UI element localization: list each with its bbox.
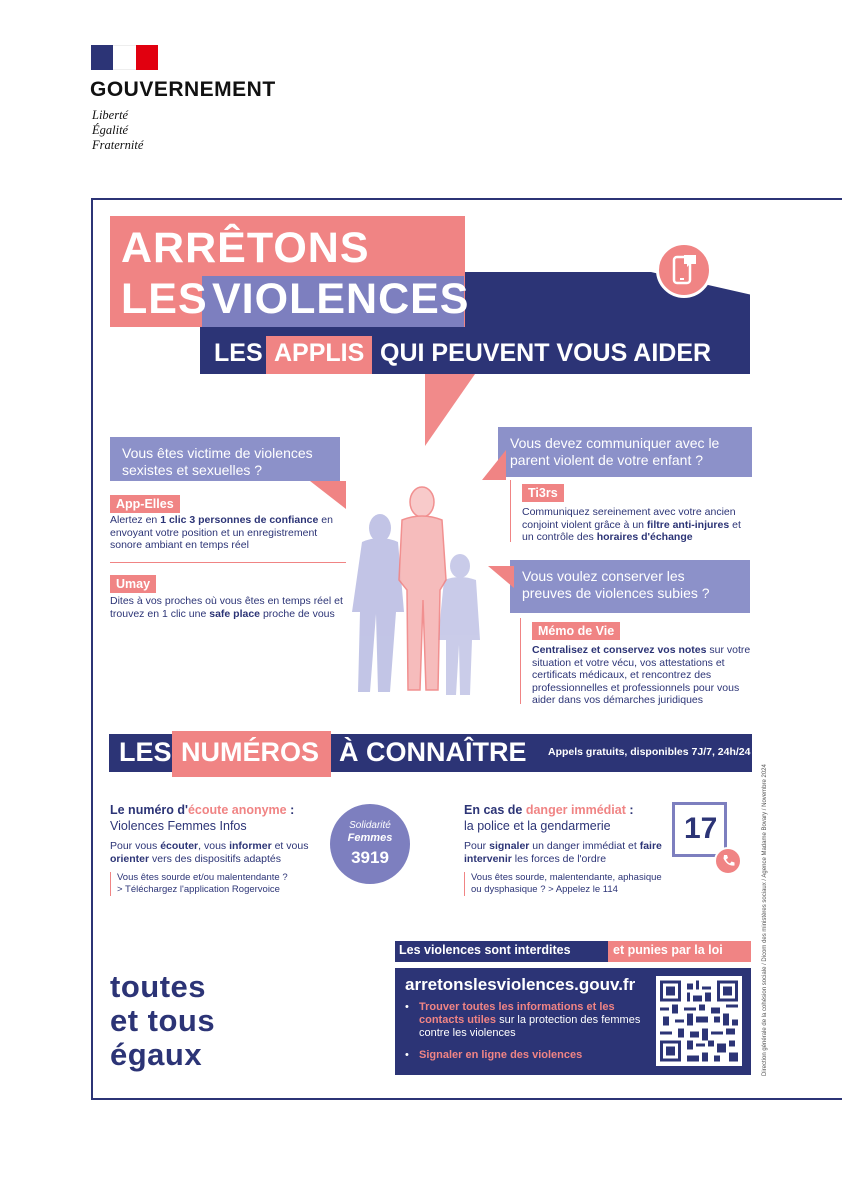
motto-egalite: Égalité	[92, 123, 129, 137]
app-name-app-elles: App-Elles	[110, 495, 180, 513]
numbers-title-numeros: NUMÉROS	[181, 737, 320, 767]
question-parent: Vous devez communiquer avec le parent violent de votre enfant ?	[498, 427, 752, 477]
motto-liberte: Liberté	[92, 108, 129, 122]
umay-description: Dites à vos proches où vous êtes en temps réel et trouvez en 1 clic une safe place proche de vous	[110, 595, 343, 620]
number-17-box: 17	[672, 802, 727, 857]
website-bullet-1: • Trouver toutes les informations et les contacts utiles sur la protection des femmes contre les violences	[405, 1001, 641, 1039]
people-silhouettes-illustration	[340, 480, 510, 695]
gov-title: GOUVERNEMENT	[90, 78, 276, 101]
hero-title-les: LES	[121, 275, 208, 323]
phone-chat-icon	[656, 242, 712, 298]
marianne-logo-flag	[91, 45, 158, 70]
subtitle-applis: APPLIS	[274, 339, 365, 367]
law-banner-text-b: et punies par la loi	[613, 943, 723, 957]
divider	[464, 872, 465, 896]
frame-border-left	[91, 198, 93, 1100]
frame-border-top	[91, 198, 842, 200]
speech-tail-pink	[425, 374, 475, 446]
divider	[510, 480, 511, 542]
hero-title-line1: ARRÊTONS	[121, 224, 370, 272]
emergency-accessibility: Vous êtes sourde, malentendante, aphasique ou dysphasique ? > Appelez le 114	[471, 872, 662, 895]
emergency-heading: En cas de danger immédiat : la police et la gendarmerie	[464, 803, 634, 833]
divider	[110, 872, 111, 896]
ti3rs-description: Communiquez sereinement avec votre ancien conjoint violent grâce à un filtre anti-injures et un contrôle des horaires d'échange	[522, 506, 741, 543]
law-banner-text-a: Les violences sont interdites	[399, 943, 571, 957]
logo-word-1: toutes	[110, 969, 206, 1004]
memo-de-vie-description: Centralisez et conservez vos notes sur votre situation et votre vécu, vos attestations et certificats médicaux, et rencontrez des professionnelles et professionnels pour vous aider dans vos démarches juridiques	[532, 644, 751, 706]
divider	[110, 562, 346, 563]
frame-border-bottom	[91, 1098, 842, 1100]
solidarite-femmes-3919-badge: Solidarité Femmes 3919	[330, 804, 410, 884]
subtitle-rest: QUI PEUVENT VOUS AIDER	[380, 339, 712, 367]
divider	[520, 618, 521, 704]
motto-fraternite: Fraternité	[92, 138, 144, 152]
app-name-memo-de-vie: Mémo de Vie	[532, 622, 620, 640]
numbers-title-les: LES	[119, 737, 172, 767]
question-victim: Vous êtes victime de violences sexistes et sexuelles ?	[110, 437, 340, 481]
hero-title-violences: VIOLENCES	[212, 275, 470, 323]
logo-word-3: égaux	[110, 1037, 203, 1072]
toutes-et-tous-egaux-logo	[110, 970, 215, 1072]
helpline-description: Pour vous écouter, vous informer et vous orienter vers des dispositifs adaptés	[110, 840, 309, 865]
emergency-description: Pour signaler un danger immédiat et faire intervenir les forces de l'ordre	[464, 840, 662, 865]
numbers-title-rest: À CONNAÎTRE	[339, 737, 527, 767]
republic-motto	[92, 108, 143, 153]
qr-code-icon[interactable]	[656, 976, 742, 1066]
website-url[interactable]: arretonslesviolences.gouv.fr	[405, 975, 636, 994]
app-elles-description: Alertez en 1 clic 3 personnes de confiance en envoyant votre position et un enregistrement sonore ambiant en temps réel	[110, 514, 333, 551]
credits-vertical: Direction générale de la cohésion sociale / Dicom des ministères sociaux / Agence Madame Bovary / Novembre 2024	[762, 764, 768, 1076]
logo-word-2: et tous	[110, 1003, 216, 1038]
numbers-note: Appels gratuits, disponibles 7J/7, 24h/24	[548, 746, 751, 758]
subtitle-les: LES	[214, 339, 263, 367]
app-name-ti3rs: Ti3rs	[522, 484, 564, 502]
website-bullet-2: • Signaler en ligne des violences	[405, 1049, 583, 1061]
hero-subtitle	[200, 336, 750, 374]
helpline-accessibility: Vous êtes sourde et/ou malentendante ? > Téléchargez l'application Rogervoice	[117, 872, 288, 895]
question-proofs: Vous voulez conserver les preuves de violences subies ?	[510, 560, 750, 613]
helpline-heading: Le numéro d'écoute anonyme : Violences Femmes Infos	[110, 803, 295, 833]
app-name-umay: Umay	[110, 575, 156, 593]
phone-icon	[714, 847, 742, 875]
